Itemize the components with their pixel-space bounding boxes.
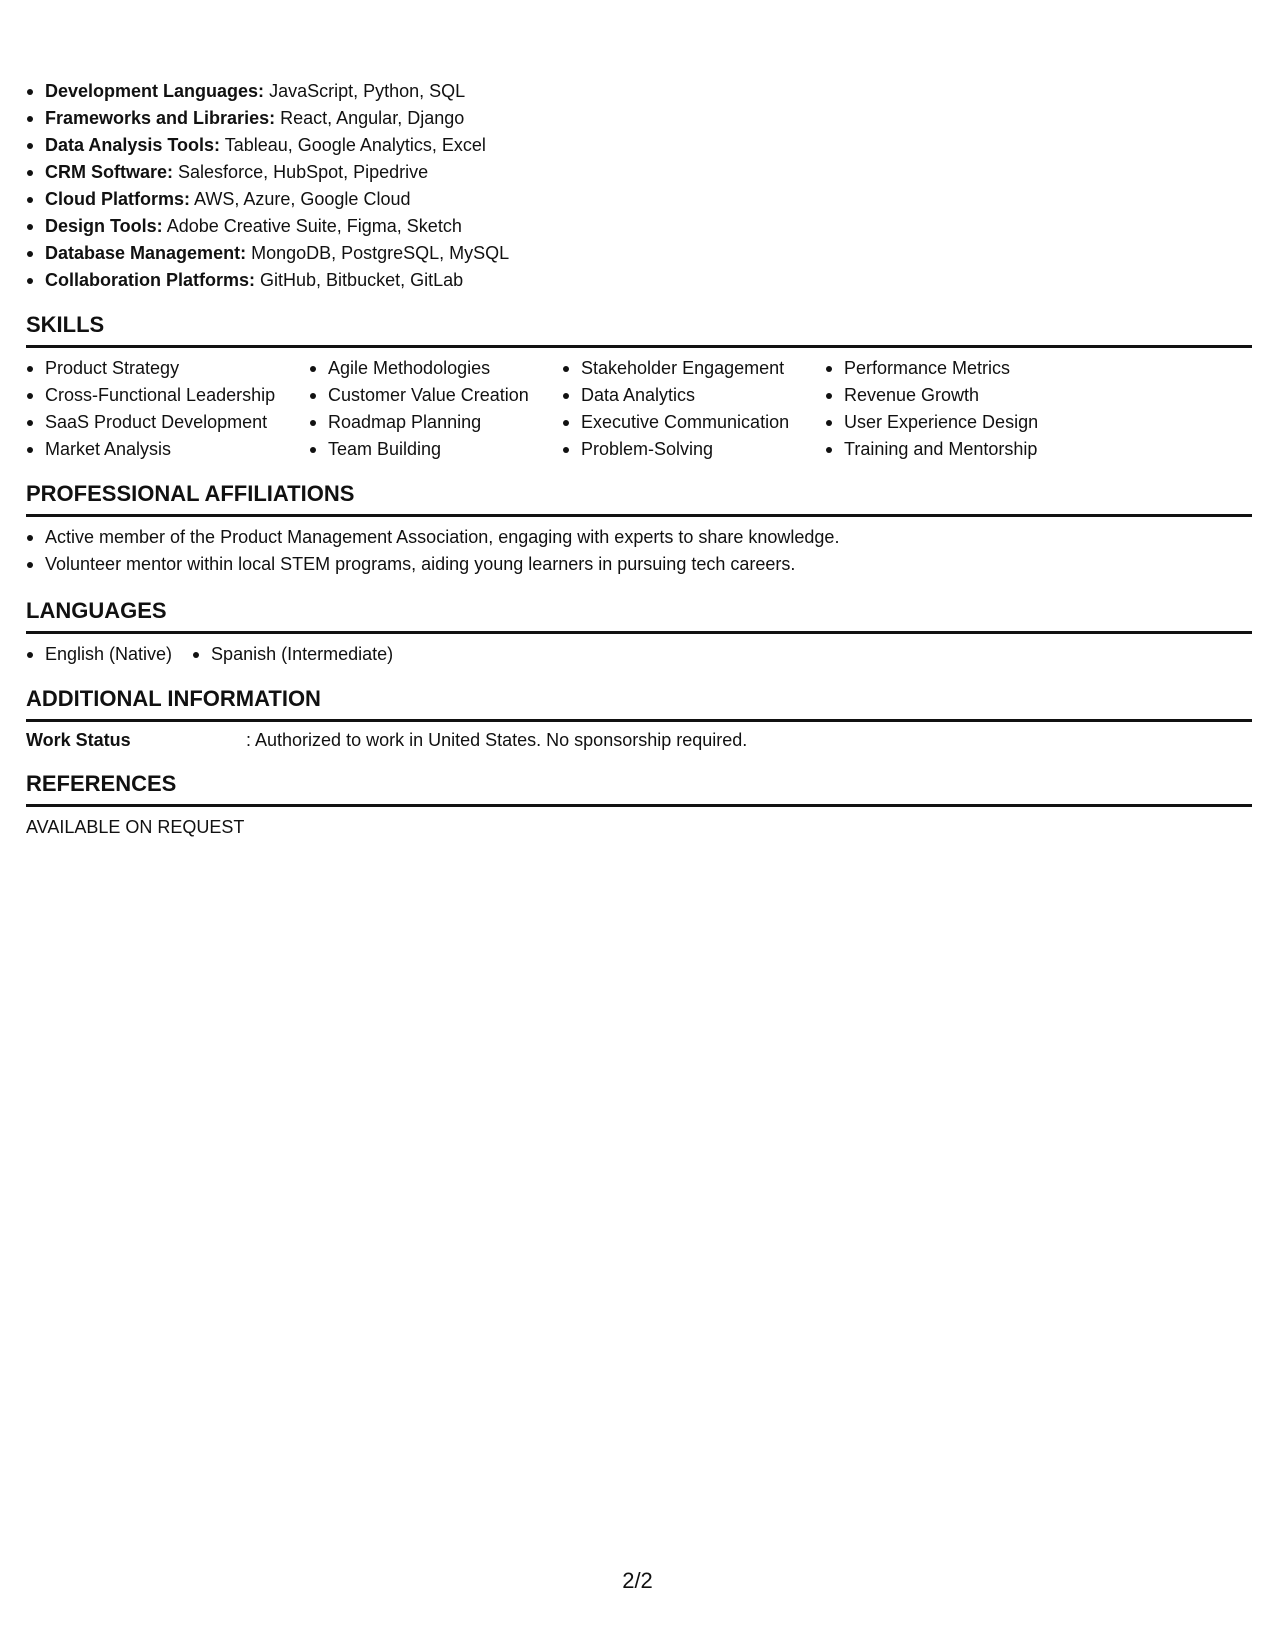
- skill-item: Problem-Solving: [562, 436, 825, 463]
- tech-category-value: React, Angular, Django: [280, 108, 465, 128]
- skill-item: Team Building: [309, 436, 562, 463]
- affiliation-item: Volunteer mentor within local STEM programs, aiding young learners in pursuing tech careers.: [26, 551, 1252, 578]
- skills-heading: SKILLS: [26, 311, 1252, 348]
- affiliations-heading: PROFESSIONAL AFFILIATIONS: [26, 480, 1252, 517]
- skills-column: [562, 355, 825, 463]
- page-number: 2/2: [622, 1568, 653, 1593]
- technical-skills-list: [26, 78, 1252, 294]
- tech-category-label: Collaboration Platforms:: [45, 270, 256, 290]
- skill-item: User Experience Design: [825, 409, 1085, 436]
- skill-item: SaaS Product Development: [26, 409, 309, 436]
- skill-item: Data Analytics: [562, 382, 825, 409]
- tech-category-value: Tableau, Google Analytics, Excel: [224, 135, 486, 155]
- skill-item: Cross-Functional Leadership: [26, 382, 309, 409]
- skills-column: [309, 355, 562, 463]
- work-status-value: : Authorized to work in United States. No sponsorship required.: [246, 730, 748, 750]
- language-item: English (Native): [26, 641, 172, 668]
- tech-category-label: Design Tools:: [45, 216, 163, 236]
- skill-item: Training and Mentorship: [825, 436, 1085, 463]
- references-heading: REFERENCES: [26, 770, 1252, 807]
- tech-category-value: Adobe Creative Suite, Figma, Sketch: [166, 216, 462, 236]
- list-item: [26, 240, 1252, 267]
- list-item: [26, 213, 1252, 240]
- skill-item: Product Strategy: [26, 355, 309, 382]
- language-item: Spanish (Intermediate): [192, 641, 393, 668]
- tech-category-label: Development Languages:: [45, 81, 265, 101]
- additional-info-heading: ADDITIONAL INFORMATION: [26, 685, 1252, 722]
- tech-category-value: MongoDB, PostgreSQL, MySQL: [251, 243, 510, 263]
- skill-item: Roadmap Planning: [309, 409, 562, 436]
- skill-item: Revenue Growth: [825, 382, 1085, 409]
- skill-item: Customer Value Creation: [309, 382, 562, 409]
- tech-category-value: AWS, Azure, Google Cloud: [194, 189, 411, 209]
- list-item: [26, 267, 1252, 294]
- work-status-row: [26, 727, 1252, 754]
- resume-page: [26, 78, 1252, 841]
- skill-item: Agile Methodologies: [309, 355, 562, 382]
- skill-item: Market Analysis: [26, 436, 309, 463]
- list-item: [26, 186, 1252, 213]
- skills-column: [26, 355, 309, 463]
- tech-category-value: Salesforce, HubSpot, Pipedrive: [178, 162, 429, 182]
- tech-category-label: CRM Software:: [45, 162, 174, 182]
- tech-category-label: Frameworks and Libraries:: [45, 108, 276, 128]
- list-item: [26, 105, 1252, 132]
- list-item: [26, 159, 1252, 186]
- affiliation-item: Active member of the Product Management Association, engaging with experts to share knowledge.: [26, 524, 1252, 551]
- tech-category-value: JavaScript, Python, SQL: [269, 81, 466, 101]
- references-text: AVAILABLE ON REQUEST: [26, 817, 245, 837]
- tech-category-label: Cloud Platforms:: [45, 189, 191, 209]
- skill-item: Stakeholder Engagement: [562, 355, 825, 382]
- work-status-label: Work Status: [26, 730, 131, 750]
- list-item: [26, 78, 1252, 105]
- tech-category-value: GitHub, Bitbucket, GitLab: [260, 270, 464, 290]
- tech-category-label: Data Analysis Tools:: [45, 135, 221, 155]
- tech-category-label: Database Management:: [45, 243, 247, 263]
- skill-item: Executive Communication: [562, 409, 825, 436]
- languages-list: [26, 641, 1252, 668]
- skill-item: Performance Metrics: [825, 355, 1085, 382]
- languages-heading: LANGUAGES: [26, 597, 1252, 634]
- list-item: [26, 132, 1252, 159]
- skills-column: [825, 355, 1085, 463]
- skills-grid: [26, 355, 1252, 463]
- affiliations-list: [26, 524, 1252, 578]
